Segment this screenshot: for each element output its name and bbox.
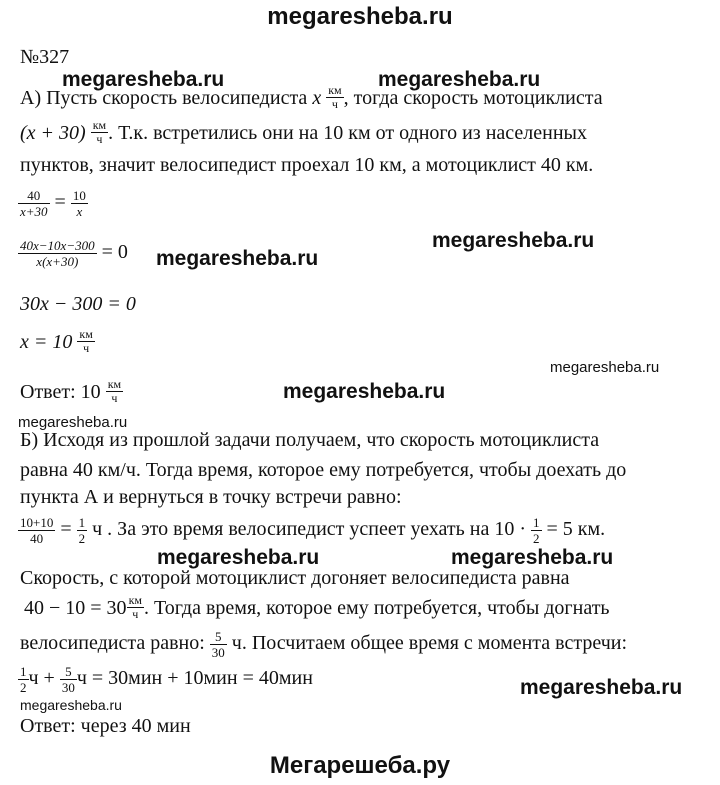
part-a-label: А)	[20, 87, 42, 109]
fraction-half: $\frac{1}{2}$	[533, 515, 540, 546]
watermark: megaresheba.ru	[18, 414, 128, 431]
equation-1: $\frac{40}{x+30}$ = $\frac{10}{x}$	[20, 188, 86, 219]
watermark: megaresheba.ru	[156, 247, 319, 270]
unit-kmh: $\frac{км}{ч}$	[328, 82, 342, 111]
watermark: megaresheba.ru	[20, 697, 122, 713]
part-a-line-3: пунктов, значит велосипедист проехал 10 км, а мотоциклист 40 км.	[20, 154, 594, 176]
watermark: megaresheba.ru	[62, 68, 225, 91]
problem-number: №327	[20, 46, 70, 68]
equation-3: 30x − 300 = 0	[20, 293, 136, 315]
watermark: megaresheba.ru	[378, 68, 541, 91]
fraction-rhs: $\frac{10}{x}$	[72, 188, 86, 219]
answer-b: Ответ: через 40 мин	[20, 715, 191, 737]
part-b-line-7: велосипедиста равно: $\frac{5}{30}$ ч. Посчитаем общее время с момента встречи:	[20, 629, 628, 660]
part-a-line-2	[20, 117, 587, 146]
part-b-line-5: Скорость, с которой мотоциклист догоняет велосипедиста равна	[20, 567, 570, 589]
fraction: $\frac{5}{30}$	[61, 664, 75, 695]
part-b-line-2: равна 40 км/ч. Тогда время, которое ему потребуется, чтобы доехать до	[20, 459, 627, 481]
unit-kmh: $\frac{км}{ч}$	[92, 117, 107, 146]
expr: (x + 30)	[20, 122, 86, 144]
part-b-line-3: пункта А и вернуться в точку встречи равно:	[20, 486, 402, 508]
part-b-label: Б)	[20, 429, 39, 451]
watermark: megaresheba.ru	[451, 546, 614, 569]
text: . Т.к. встретились они на 10 км от одного из населенных	[108, 122, 587, 144]
fraction: $\frac{1}{2}$	[20, 664, 27, 695]
equation-2: $\frac{40x-10x-300}{x(x+30)}$ = 0	[20, 238, 128, 269]
watermark: megaresheba.ru	[432, 229, 595, 252]
fraction: $\frac{40x-10x-300}{x(x+30)}$	[20, 238, 95, 269]
part-b-line-6: 40 − 10 = 30 $\frac{км}{ч}$ . Тогда время, которое ему потребуется, чтобы догнать	[24, 592, 610, 621]
fraction: $\frac{10+10}{40}$	[20, 515, 54, 546]
watermark: megaresheba.ru	[157, 546, 320, 569]
answer-a: Ответ: 10 $\frac{км}{ч}$	[20, 376, 122, 405]
watermark: megaresheba.ru	[550, 359, 660, 376]
var-x: x	[312, 87, 322, 109]
fraction-half: $\frac{1}{2}$	[78, 515, 86, 546]
site-header: megaresheba.ru	[267, 3, 453, 30]
part-b-line-1: Б) Исходя из прошлой задачи получаем, что скорость мотоциклиста	[20, 429, 600, 451]
fraction-lhs: $\frac{40}{x+30}$	[20, 188, 48, 219]
equation-4: x = 10 $\frac{км}{ч}$	[20, 326, 93, 355]
unit-kmh: $\frac{км}{ч}$	[107, 376, 122, 405]
watermark: megaresheba.ru	[520, 676, 683, 699]
part-b-line-4: $\frac{10+10}{40}$ = $\frac{1}{2}$ ч . За это время велосипедист успеет уехать на 10 · $\frac{1}{2}$ = 5 км.	[20, 515, 606, 546]
unit-kmh: $\frac{км}{ч}$	[79, 326, 93, 355]
text: Пусть скорость велосипедиста	[46, 87, 308, 109]
part-b-line-8: $\frac{1}{2}$ ч + $\frac{5}{30}$ ч = 30мин + 10мин = 40мин	[20, 664, 313, 695]
unit-kmh: $\frac{км}{ч}$	[128, 592, 142, 621]
footer-brand: Мегарешеба.ру	[269, 752, 451, 779]
fraction: $\frac{5}{30}$	[211, 629, 225, 660]
text: , тогда скорость мотоциклиста	[343, 87, 603, 109]
watermark: megaresheba.ru	[283, 380, 446, 403]
